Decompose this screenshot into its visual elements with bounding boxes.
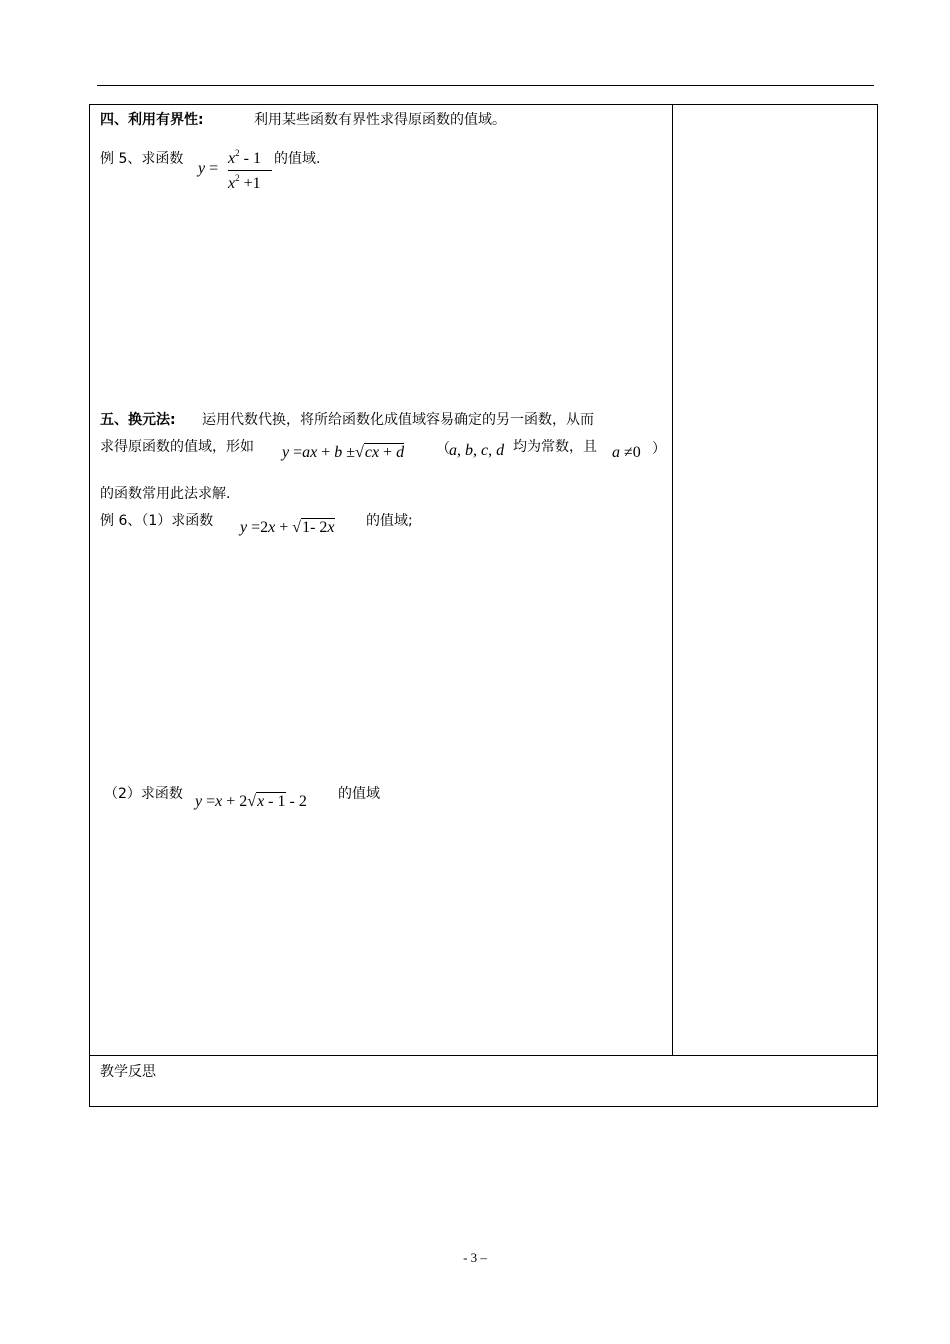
paren-close: ） xyxy=(652,441,666,457)
section5-description-line3: 的函数常用此法求解. xyxy=(100,486,231,502)
section4-heading: 四、利用有界性: xyxy=(100,112,204,128)
example6-formula: y =2x + √1- 2x xyxy=(240,519,335,536)
example6-suffix: 的值域; xyxy=(366,513,413,529)
section5-description-mid: 均为常数，且 xyxy=(513,439,597,455)
example6-label: 例 6、（1）求函数 xyxy=(100,513,214,529)
example5-label: 例 5、求函数 xyxy=(100,151,184,167)
header-rule xyxy=(97,85,874,86)
part2-label: （2）求函数 xyxy=(104,786,183,802)
section5-heading: 五、换元法: xyxy=(100,412,176,428)
part2-suffix: 的值域 xyxy=(338,786,380,802)
reflection-row-divider xyxy=(89,1055,878,1056)
section4-description: 利用某些函数有界性求得原函数的值域。 xyxy=(254,112,506,128)
example5-suffix: 的值域. xyxy=(274,151,321,167)
part2-formula: y =x + 2√x - 1 - 2 xyxy=(195,793,307,810)
constants-list: a, b, c, d xyxy=(449,442,505,459)
notes-column-divider xyxy=(672,104,673,1056)
page-number: - 3 – xyxy=(463,1250,487,1265)
section5-description-line2: 求得原函数的值域，形如 xyxy=(100,439,254,455)
paren-open: （ xyxy=(436,441,450,457)
example5-lhs: y = xyxy=(198,160,219,177)
section5-description-line1: 运用代数代换，将所给函数化成值域容易确定的另一函数，从而 xyxy=(202,412,594,428)
teaching-reflection-label: 教学反思 xyxy=(100,1064,156,1080)
substitution-form-formula: y =ax + b ±√cx + d xyxy=(282,444,405,461)
nonzero-condition: a ≠0 xyxy=(612,444,641,461)
lesson-table xyxy=(89,104,878,1107)
